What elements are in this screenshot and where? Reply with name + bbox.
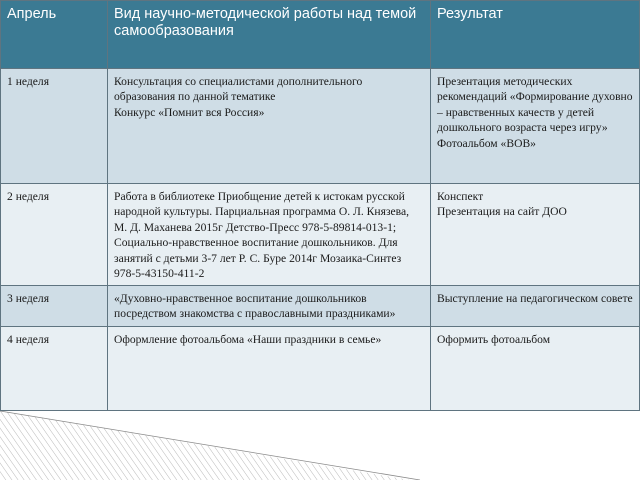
work-line: Оформление фотоальбома «Наши праздники в семье» — [114, 333, 382, 346]
work-line: Работа в библиотеке Приобщение детей к истокам русской народной культуры. Парциальная программа О. Л. Князева, М. Д. Маханева 2015г Детство-Пресс 978-5-89814-013-1; Социально-нравственное воспитание дошкольников. Для занятий с детьми 3-7 лет Р. С. Буре 2014г Мозаика-Синтез 978-5-43150-411-2 — [114, 190, 410, 281]
header-month: Апрель — [1, 1, 108, 69]
table-body — [1, 69, 640, 411]
decorative-hatch-pattern — [0, 411, 640, 480]
work-line: «Духовно-нравственное воспитание дошкольников посредством знакомства с православными праздниками» — [114, 292, 396, 321]
result-cell — [431, 69, 640, 184]
work-cell — [108, 69, 431, 184]
work-cell — [108, 184, 431, 286]
week-cell: 3 неделя — [1, 286, 108, 327]
result-line: Конспект — [437, 190, 484, 203]
week-cell: 1 неделя — [1, 69, 108, 184]
week-cell: 4 неделя — [1, 327, 108, 411]
result-line: Презентация методических рекомендаций «Формирование духовно – нравственных качеств у детей дошкольного возраста через игру» — [437, 75, 633, 135]
work-cell — [108, 327, 431, 411]
table-row — [1, 69, 640, 184]
table-row — [1, 286, 640, 327]
header-row — [1, 1, 640, 69]
result-line: Фотоальбом «ВОВ» — [437, 136, 536, 150]
work-cell — [108, 286, 431, 327]
header-result: Результат — [431, 1, 640, 69]
table-header — [1, 1, 640, 69]
result-cell — [431, 286, 640, 327]
week-cell: 2 неделя — [1, 184, 108, 286]
header-work-type: Вид научно-методической работы над темой самообразования — [108, 1, 431, 69]
result-line: Презентация на сайт ДОО — [437, 205, 567, 219]
result-line: Выступление на педагогическом совете — [437, 292, 633, 305]
result-cell — [431, 327, 640, 411]
table-row — [1, 184, 640, 286]
table-row — [1, 327, 640, 411]
work-line: Консультация со специалистами дополнительного образования по данной тематике — [114, 75, 363, 104]
result-line: Оформить фотоальбом — [437, 333, 551, 346]
result-cell — [431, 184, 640, 286]
work-line: Конкурс «Помнит вся Россия» — [114, 105, 265, 119]
